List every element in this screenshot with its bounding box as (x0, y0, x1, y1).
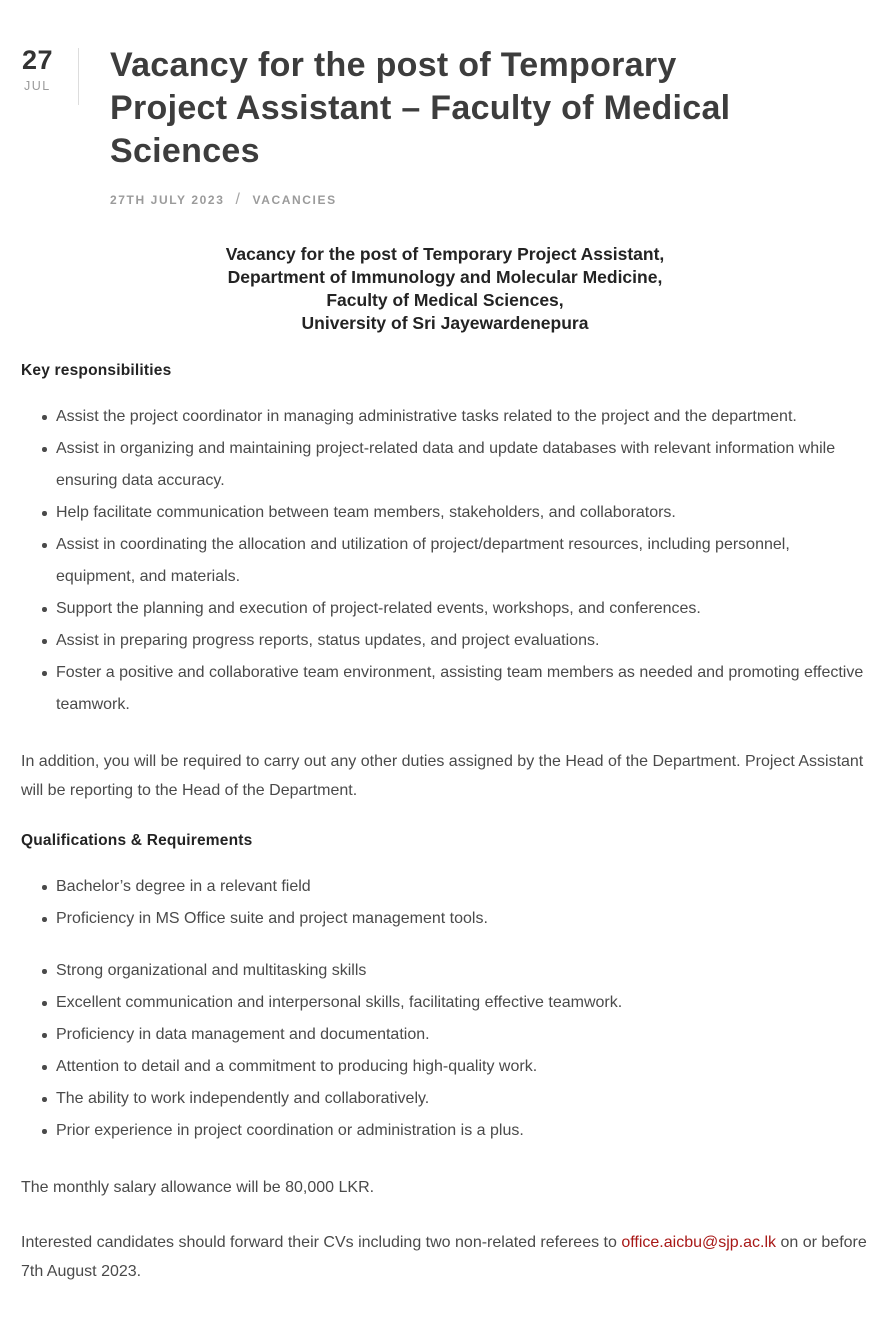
list-item: The ability to work independently and collaboratively. (56, 1083, 869, 1115)
list-item: Bachelor’s degree in a relevant field (56, 871, 869, 903)
vacancy-post (0, 44, 890, 1286)
list-item: Foster a positive and collaborative team environment, assisting team members as needed and promoting effective teamwork. (56, 657, 869, 721)
contact-text-before: Interested candidates should forward their CVs including two non-related referees to (21, 1234, 622, 1251)
list-item: Proficiency in data management and documentation. (56, 1019, 869, 1051)
list-item: Strong organizational and multitasking skills (56, 955, 869, 987)
qualifications-heading: Qualifications & Requirements (21, 832, 253, 849)
responsibilities-heading: Key responsibilities (21, 362, 172, 379)
post-content (0, 243, 890, 1286)
list-item: Proficiency in MS Office suite and project management tools. (56, 903, 869, 935)
additional-duties-note: In addition, you will be required to carry out any other duties assigned by the Head of the Department. Project Assistant will be reporting to the Head of the Department. (21, 753, 864, 799)
post-header (22, 44, 869, 209)
meta-separator: / (235, 191, 242, 208)
date-divider (78, 48, 79, 105)
post-meta-date: 27TH JULY 2023 (110, 193, 225, 207)
post-meta (110, 191, 730, 209)
contact-note (21, 1228, 869, 1286)
intro-line: Vacancy for the post of Temporary Project Assistant, (225, 244, 665, 264)
intro-line: University of Sri Jayewardenepura (301, 313, 589, 333)
post-title-line: Sciences (110, 132, 260, 170)
email-link[interactable]: office.aicbu@sjp.ac.lk (621, 1234, 777, 1251)
salary-note: The monthly salary allowance will be 80,000 LKR. (21, 1179, 375, 1196)
list-item: Prior experience in project coordination or administration is a plus. (56, 1115, 869, 1147)
post-title-line: Vacancy for the post of Temporary (110, 46, 677, 84)
list-item: Assist in preparing progress reports, status updates, and project evaluations. (56, 625, 869, 657)
post-date-badge (22, 44, 78, 93)
vacancy-intro (21, 243, 869, 335)
list-item: Support the planning and execution of project-related events, workshops, and conferences. (56, 593, 869, 625)
post-title (110, 44, 730, 173)
qualifications-list-primary (21, 871, 869, 935)
intro-line: Department of Immunology and Molecular Medicine, (227, 267, 663, 287)
qualifications-list-secondary (21, 955, 869, 1147)
contact-text-after: on or before 7th August 2023. (21, 1234, 867, 1280)
responsibilities-list (21, 401, 869, 721)
list-item: Excellent communication and interpersonal skills, facilitating effective teamwork. (56, 987, 869, 1019)
list-item: Help facilitate communication between team members, stakeholders, and collaborators. (56, 497, 869, 529)
list-item: Assist in organizing and maintaining project-related data and update databases with relevant information while ensuring data accuracy. (56, 433, 869, 497)
post-title-line: Project Assistant – Faculty of Medical (110, 89, 731, 127)
post-category-link[interactable]: VACANCIES (252, 193, 337, 207)
post-date-month: JUL (24, 79, 51, 93)
list-item: Assist the project coordinator in managing administrative tasks related to the project and the department. (56, 401, 869, 433)
post-header-main (110, 44, 730, 209)
intro-line: Faculty of Medical Sciences, (326, 290, 564, 310)
list-item: Attention to detail and a commitment to producing high-quality work. (56, 1051, 869, 1083)
list-item: Assist in coordinating the allocation and utilization of project/department resources, including personnel, equipment, and materials. (56, 529, 869, 593)
post-date-day: 27 (22, 45, 54, 75)
